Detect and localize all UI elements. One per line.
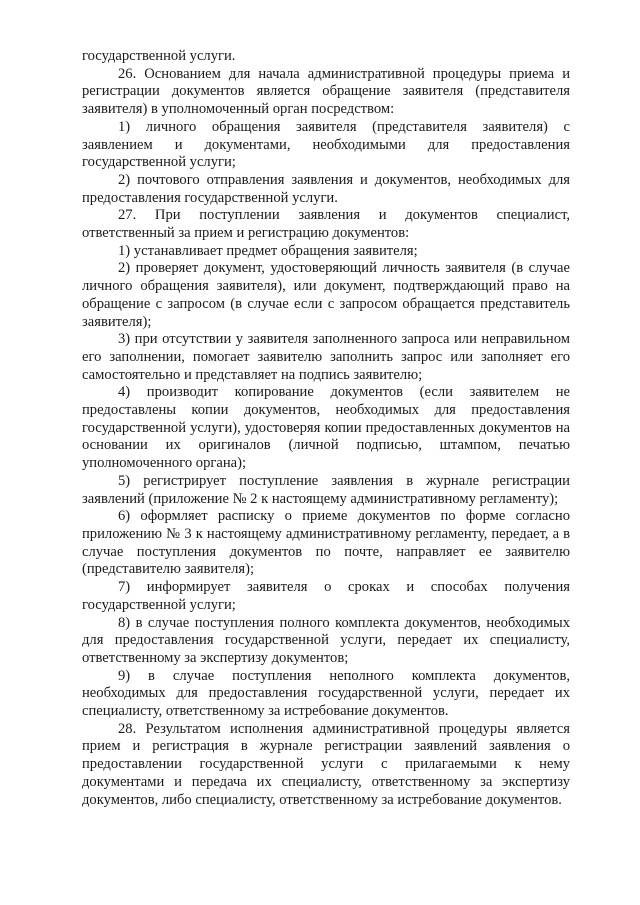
paragraph-clause-27-item-8: 8) в случае поступления полного комплекта документов, необходимых для предоставления государственной услуги, передает их специалисту, ответственному за экспертизу документов; bbox=[82, 614, 570, 666]
paragraph-clause-27-item-9: 9) в случае поступления неполного комплекта документов, необходимых для предоставления государственной услуги, передает их специалисту, ответственному за истребование документов. bbox=[82, 667, 570, 720]
paragraph-clause-27-item-3: 3) при отсутствии у заявителя заполненного запроса или неправильном его заполнении, помогает заявителю заполнить запрос или заполняет его самостоятельно и представляет на подпись заявителю; bbox=[82, 331, 570, 383]
paragraph-clause-27-item-5: 5) регистрирует поступление заявления в журнале регистрации заявлений (приложение № 2 к настоящему административному регламенту); bbox=[82, 472, 570, 507]
paragraph-clause-27-item-2: 2) проверяет документ, удостоверяющий личность заявителя (в случае личного обращения заявителя), или документ, подтверждающий право на обращение с запросом (в случае если с запросом обращается представитель заявителя); bbox=[82, 260, 570, 330]
document-body bbox=[82, 48, 570, 809]
paragraph-clause-28: 28. Результатом исполнения административной процедуры является прием и регистрация в журнале регистрации заявлений заявления о предоставлении государственной услуги с прилагаемыми к нему документами и передача их специалисту, ответственному за экспертизу документов, либо специалисту, ответственному за истребование документов. bbox=[82, 720, 570, 808]
paragraph-clause-27-item-4: 4) производит копирование документов (если заявителем не предоставлены копии документов, необходимых для предоставления государственной услуги), удостоверяя копии предоставленных документов на основании их оригиналов (личной подписью, штампом, печатью уполномоченного органа); bbox=[82, 384, 570, 472]
paragraph-clause-27-item-1: 1) устанавливает предмет обращения заявителя; bbox=[118, 242, 418, 259]
paragraph-continuation: государственной услуги. bbox=[82, 48, 236, 64]
paragraph-clause-27: 27. При поступлении заявления и документов специалист, ответственный за прием и регистрацию документов: bbox=[82, 207, 570, 242]
paragraph-clause-26-item-2: 2) почтового отправления заявления и документов, необходимых для предоставления государственной услуги. bbox=[82, 171, 570, 206]
paragraph-clause-26-item-1: 1) личного обращения заявителя (представителя заявителя) с заявлением и документами, необходимыми для предоставления государственной услуги; bbox=[82, 118, 570, 171]
paragraph-clause-26: 26. Основанием для начала административной процедуры приема и регистрации документов является обращение заявителя (представителя заявителя) в уполномоченный орган посредством: bbox=[82, 65, 570, 118]
paragraph-clause-27-item-6: 6) оформляет расписку о приеме документов по форме согласно приложению № 3 к настоящему административному регламенту, передает, а в случае поступления документов по почте, направляет ее заявителю (представителю заявителя); bbox=[82, 508, 570, 578]
paragraph-clause-27-item-7: 7) информирует заявителя о сроках и способах получения государственной услуги; bbox=[82, 579, 570, 613]
